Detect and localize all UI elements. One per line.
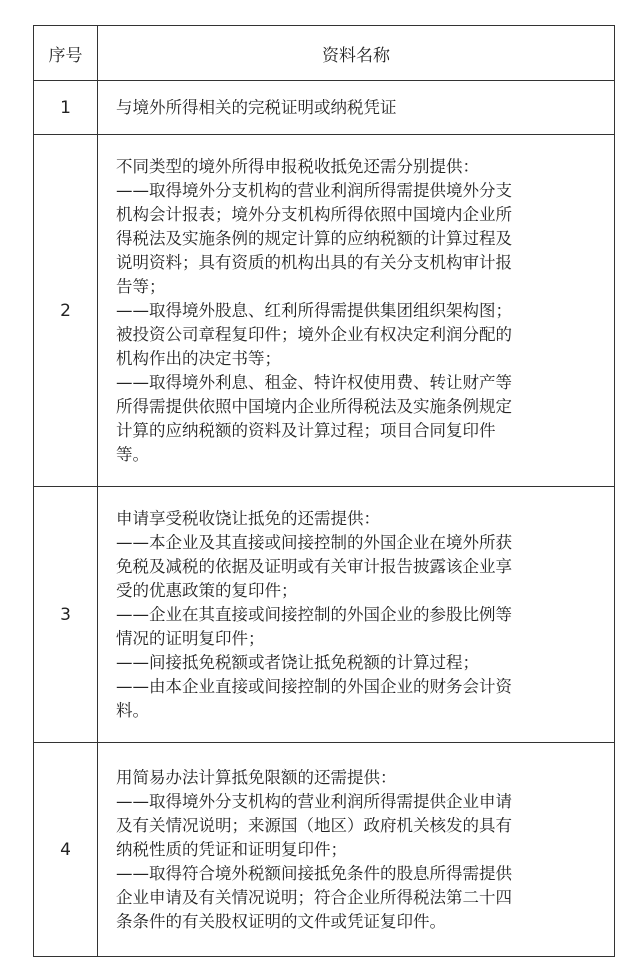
row-content [98,487,615,743]
content-line: 受的优惠政策的复印件； [116,580,298,600]
row-number: 2 [34,135,98,487]
table-row [34,487,615,743]
content-line: 申请享受税收饶让抵免的还需提供： [116,508,380,528]
content-line: 说明资料；具有资质的机构出具的有关分支机构审计报 [116,252,512,272]
content-line: 计算的应纳税额的资料及计算过程；项目合同复印件 [116,420,496,440]
row-content [98,81,615,135]
content-line: 免税及减税的依据及证明或有关审计报告披露该企业享 [116,556,512,576]
content-line: ——本企业及其直接或间接控制的外国企业在境外所获 [116,532,512,552]
content-line: ——间接抵免税额或者饶让抵免税额的计算过程； [116,652,479,672]
row-content [98,135,615,487]
content-line: ——取得境外分支机构的营业利润所得需提供企业申请 [116,791,512,811]
content-line: 及有关情况说明；来源国（地区）政府机关核发的具有 [116,815,512,835]
header-material-name: 资料名称 [98,26,615,81]
content-line: 所得需提供依照中国境内企业所得税法及实施条例规定 [116,396,512,416]
content-line: 机构作出的决定书等； [116,348,281,368]
content-line: 得税法及实施条例的规定计算的应纳税额的计算过程及 [116,228,512,248]
content-line: 机构会计报表；境外分支机构所得依照中国境内企业所 [116,204,512,224]
content-line: 不同类型的境外所得申报税收抵免还需分别提供： [116,156,479,176]
table-header-row [34,26,615,81]
content-line: 等。 [116,444,149,464]
table-row [34,743,615,957]
materials-table-container [33,25,614,957]
content-line: ——取得境外利息、租金、特许权使用费、转让财产等 [116,372,512,392]
content-line: ——取得境外分支机构的营业利润所得需提供境外分支 [116,180,512,200]
content-line: 情况的证明复印件； [116,628,265,648]
table-row [34,135,615,487]
content-line: ——取得境外股息、红利所得需提供集团组织架构图； [116,300,512,320]
content-line: 条条件的有关股权证明的文件或凭证复印件。 [116,911,446,931]
row-number: 4 [34,743,98,957]
row-number: 3 [34,487,98,743]
content-line: 告等； [116,276,166,296]
content-line: 企业申请及有关情况说明；符合企业所得税法第二十四 [116,887,512,907]
table-row [34,81,615,135]
row-content [98,743,615,957]
content-line: 纳税性质的凭证和证明复印件； [116,839,347,859]
header-serial-number: 序号 [34,26,98,81]
row-number: 1 [34,81,98,135]
content-line: ——企业在其直接或间接控制的外国企业的参股比例等 [116,604,512,624]
content-line: 与境外所得相关的完税证明或纳税凭证 [116,97,397,117]
content-line: 被投资公司章程复印件；境外企业有权决定利润分配的 [116,324,512,344]
materials-table [33,25,615,957]
content-line: 料。 [116,700,149,720]
content-line: 用简易办法计算抵免限额的还需提供： [116,767,397,787]
content-line: ——取得符合境外税额间接抵免条件的股息所得需提供 [116,863,512,883]
content-line: ——由本企业直接或间接控制的外国企业的财务会计资 [116,676,512,696]
